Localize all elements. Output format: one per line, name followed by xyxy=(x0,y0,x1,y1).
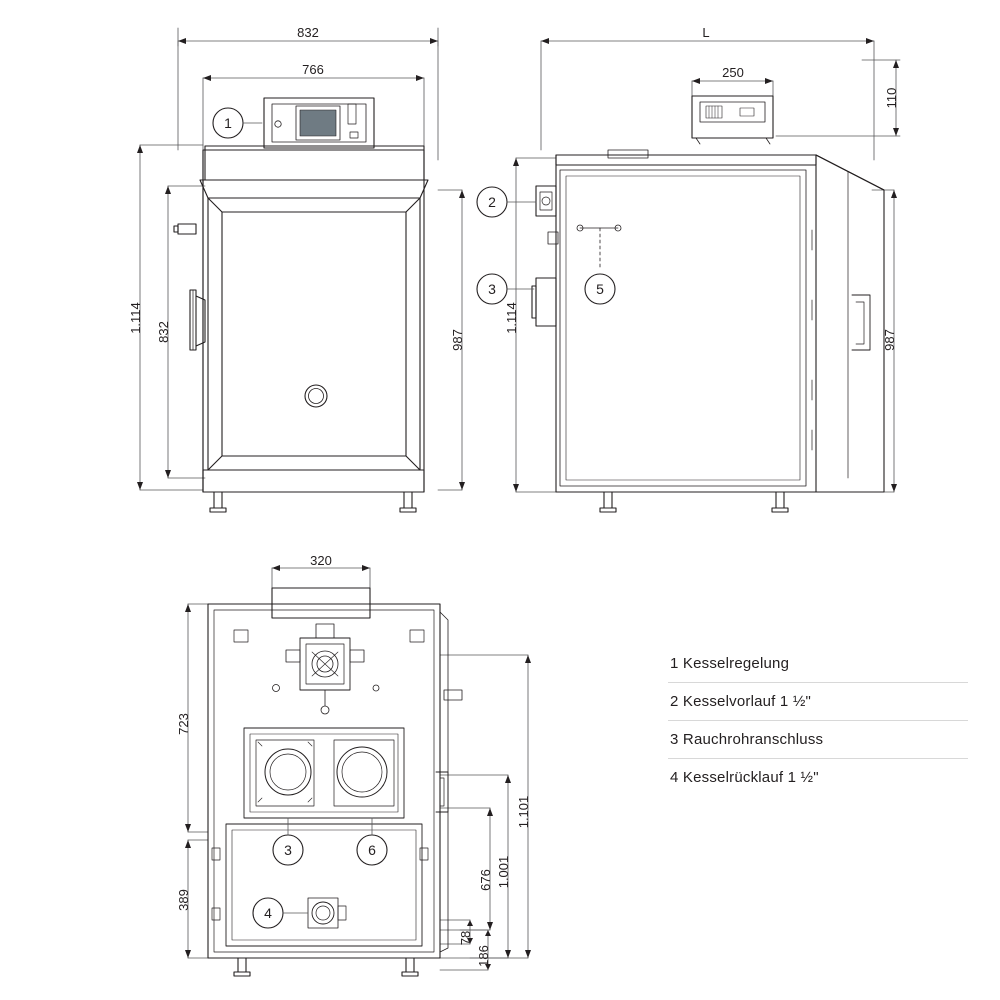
callout-4: 4 xyxy=(264,905,272,921)
legend-item-1: 1 Kesselregelung xyxy=(668,645,968,683)
legend-item-2: 2 Kesselvorlauf 1 ½" xyxy=(668,683,968,721)
dim-rear-height-foot-a: 78 xyxy=(458,930,473,946)
front-view xyxy=(137,28,465,512)
legend-item-3: 3 Rauchrohranschluss xyxy=(668,721,968,759)
dim-rear-height-lower: 389 xyxy=(176,889,191,911)
dim-rear-height-flue: 1.001 xyxy=(496,855,511,889)
dim-front-height-body: 832 xyxy=(156,321,171,343)
dim-side-top-width: 250 xyxy=(722,65,744,80)
dim-side-top-height: 110 xyxy=(884,87,899,109)
callout-5: 5 xyxy=(596,281,604,297)
callout-3b: 3 xyxy=(284,842,292,858)
dim-rear-height-foot-b: 186 xyxy=(476,945,491,967)
callout-3: 3 xyxy=(488,281,496,297)
dim-side-height-total: 1.114 xyxy=(504,302,519,334)
legend-item-4: 4 Kesselrücklauf 1 ½" xyxy=(670,769,819,786)
dim-front-width-outer: 832 xyxy=(297,25,319,40)
rear-view xyxy=(185,565,531,976)
legend xyxy=(668,645,968,796)
dim-front-height-total: 1.114 xyxy=(128,302,143,334)
dim-side-length: L xyxy=(702,25,710,40)
dim-rear-top-width: 320 xyxy=(310,553,332,568)
callout-6: 6 xyxy=(368,842,376,858)
callout-2: 2 xyxy=(488,194,496,210)
callout-1: 1 xyxy=(224,115,232,131)
dim-front-width-inner: 766 xyxy=(302,62,324,77)
side-view xyxy=(477,38,900,512)
dim-rear-height-total: 1.101 xyxy=(516,795,531,829)
dim-front-height-right: 987 xyxy=(450,329,465,351)
dim-rear-height-return: 676 xyxy=(478,869,493,891)
dim-side-height-right: 987 xyxy=(882,329,897,351)
dim-rear-height-upper: 723 xyxy=(176,713,191,735)
